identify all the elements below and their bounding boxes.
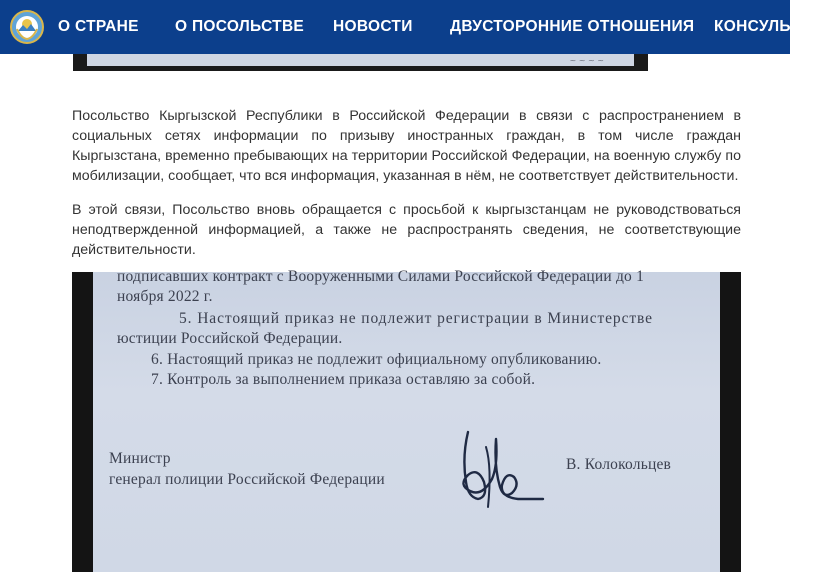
top-navigation-bar [0, 0, 835, 54]
article-paragraph-1: Посольство Кыргызской Республики в Российской Федерации в связи с распространением в социальных сетях информации по призыву иностранных граждан, в том числе граждан Кыргызстана, временно пребывающих на территории Российской Федерации, на военную службу по мобилизации, сообщает, что вся информация, указанная в нём, не соответствует действительности. [72, 108, 741, 184]
document-image-top [73, 54, 648, 71]
document-signer-title-2: генерал полиции Российской Федерации [109, 471, 385, 488]
document-signer-title-1: Министр [109, 450, 171, 467]
nav-item-about-embassy[interactable]: О ПОСОЛЬСТВЕ [175, 18, 305, 35]
signature-icon [448, 427, 558, 517]
article-paragraph-2: В этой связи, Посольство вновь обращается с просьбой к кыргызстанцам не руководствоваться неподтвержденной информацией, а также не распространять сведения, не соответствующие действительности. [72, 202, 741, 258]
document-image-top-paper [87, 54, 634, 66]
document-line-5: 6. Настоящий приказ не подлежит официальному опубликованию. [151, 351, 602, 368]
document-signer-name: В. Колокольцев [566, 456, 672, 473]
document-line-2: ноября 2022 г. [117, 288, 213, 305]
document-line-4: юстиции Российской Федерации. [117, 330, 343, 347]
document-image-top-text-icon: ~ ~ ~ ~ [569, 56, 604, 65]
document-line-3: 5. Настоящий приказ не подлежит регистрации в Министерстве [179, 310, 653, 327]
nav-item-bilateral-relations[interactable]: ДВУСТОРОННИЕ ОТНОШЕНИЯ [450, 18, 695, 35]
kyrgyz-emblem-icon[interactable] [10, 10, 44, 44]
nav-item-about-country[interactable]: О СТРАНЕ [58, 18, 139, 35]
nav-item-consulate[interactable]: КОНСУЛЬСТВО [714, 18, 835, 35]
article-content [0, 54, 790, 563]
document-line-6: 7. Контроль за выполнением приказа оставляю за собой. [151, 371, 536, 388]
nav-item-news[interactable]: НОВОСТИ [333, 18, 413, 35]
document-paper [93, 268, 720, 572]
document-photo [72, 268, 741, 572]
document-line-1: подписавших контракт с Вооруженными Силами Российской Федерации до 1 [117, 268, 645, 285]
